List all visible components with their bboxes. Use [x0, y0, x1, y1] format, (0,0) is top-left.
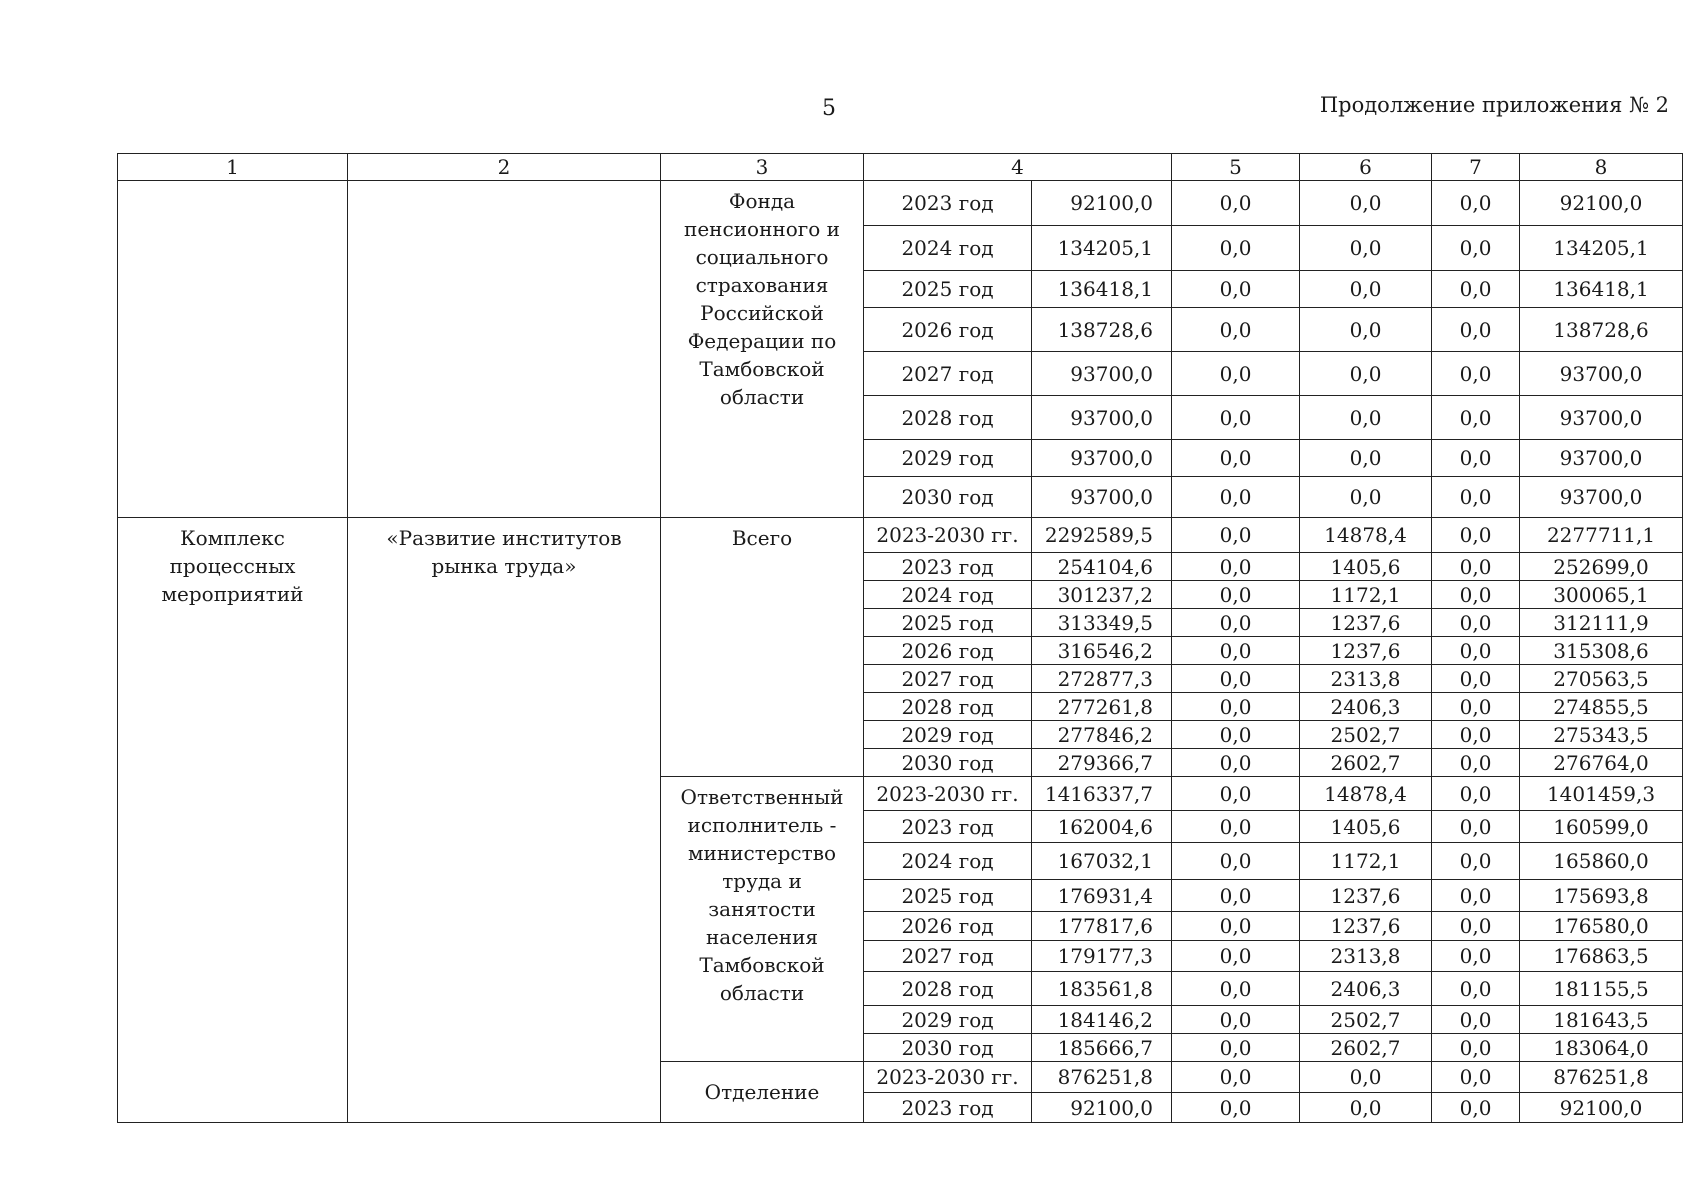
value-cell: 2313,8: [1300, 665, 1432, 693]
period-cell: 2025 год: [864, 609, 1032, 637]
value-cell: 0,0: [1432, 396, 1520, 440]
value-cell: 0,0: [1172, 637, 1300, 665]
value-cell: 0,0: [1172, 477, 1300, 518]
value-cell: 134205,1: [1520, 226, 1683, 271]
value-cell: 176931,4: [1032, 880, 1172, 912]
column-header: 6: [1300, 154, 1432, 181]
period-cell: 2023 год: [864, 553, 1032, 581]
column-header-row: [118, 154, 1683, 181]
value-cell: 0,0: [1300, 308, 1432, 352]
value-cell: 1401459,3: [1520, 777, 1683, 811]
value-cell: 136418,1: [1520, 271, 1683, 308]
value-cell: 315308,6: [1520, 637, 1683, 665]
value-cell: 0,0: [1432, 1034, 1520, 1062]
value-cell: 279366,7: [1032, 749, 1172, 777]
value-cell: 252699,0: [1520, 553, 1683, 581]
table-row: [118, 181, 1683, 226]
value-cell: 276764,0: [1520, 749, 1683, 777]
value-cell: 0,0: [1172, 1062, 1300, 1093]
value-cell: 0,0: [1172, 811, 1300, 843]
section-type-cell: Комплекс процессных мероприятий: [118, 518, 348, 1123]
value-cell: 92100,0: [1032, 1093, 1172, 1123]
value-cell: 876251,8: [1032, 1062, 1172, 1093]
value-cell: 181643,5: [1520, 1006, 1683, 1034]
period-cell: 2025 год: [864, 880, 1032, 912]
value-cell: 0,0: [1172, 843, 1300, 880]
value-cell: 0,0: [1432, 637, 1520, 665]
table-row: [118, 518, 1683, 553]
period-cell: 2027 год: [864, 941, 1032, 972]
value-cell: 92100,0: [1520, 1093, 1683, 1123]
period-cell: 2028 год: [864, 396, 1032, 440]
value-cell: 2602,7: [1300, 749, 1432, 777]
value-cell: 0,0: [1432, 912, 1520, 941]
value-cell: 0,0: [1432, 226, 1520, 271]
value-cell: 2406,3: [1300, 972, 1432, 1006]
value-cell: 316546,2: [1032, 637, 1172, 665]
section-type-cell: [118, 181, 348, 518]
value-cell: 0,0: [1432, 352, 1520, 396]
value-cell: 0,0: [1172, 440, 1300, 477]
value-cell: 277846,2: [1032, 721, 1172, 749]
value-cell: 1172,1: [1300, 843, 1432, 880]
period-cell: 2023 год: [864, 811, 1032, 843]
value-cell: 181155,5: [1520, 972, 1683, 1006]
value-cell: 14878,4: [1300, 777, 1432, 811]
value-cell: 1172,1: [1300, 581, 1432, 609]
value-cell: 1237,6: [1300, 637, 1432, 665]
value-cell: 254104,6: [1032, 553, 1172, 581]
value-cell: 0,0: [1172, 749, 1300, 777]
funding-source-cell: Фонда пенсионного и социального страхования Российской Федерации по Тамбовской области: [661, 181, 864, 518]
value-cell: 0,0: [1432, 777, 1520, 811]
value-cell: 93700,0: [1520, 440, 1683, 477]
value-cell: 2313,8: [1300, 941, 1432, 972]
value-cell: 138728,6: [1032, 308, 1172, 352]
period-cell: 2030 год: [864, 749, 1032, 777]
period-cell: 2029 год: [864, 721, 1032, 749]
period-cell: 2023-2030 гг.: [864, 518, 1032, 553]
value-cell: 876251,8: [1520, 1062, 1683, 1093]
value-cell: 176863,5: [1520, 941, 1683, 972]
value-cell: 0,0: [1300, 396, 1432, 440]
value-cell: 0,0: [1172, 271, 1300, 308]
period-cell: 2023 год: [864, 1093, 1032, 1123]
period-cell: 2024 год: [864, 226, 1032, 271]
value-cell: 160599,0: [1520, 811, 1683, 843]
value-cell: 93700,0: [1520, 352, 1683, 396]
value-cell: 0,0: [1172, 1006, 1300, 1034]
period-cell: 2030 год: [864, 1034, 1032, 1062]
value-cell: 0,0: [1300, 181, 1432, 226]
section-name-cell: [348, 181, 661, 518]
value-cell: 0,0: [1432, 308, 1520, 352]
value-cell: 167032,1: [1032, 843, 1172, 880]
value-cell: 162004,6: [1032, 811, 1172, 843]
period-cell: 2023-2030 гг.: [864, 1062, 1032, 1093]
value-cell: 92100,0: [1520, 181, 1683, 226]
value-cell: 0,0: [1172, 581, 1300, 609]
funding-source-cell: Ответственный исполнитель - министерство труда и занятости населения Тамбовской области: [661, 777, 864, 1062]
value-cell: 300065,1: [1520, 581, 1683, 609]
continuation-label: Продолжение приложения № 2: [1319, 93, 1669, 117]
value-cell: 92100,0: [1032, 181, 1172, 226]
value-cell: 270563,5: [1520, 665, 1683, 693]
value-cell: 0,0: [1172, 721, 1300, 749]
value-cell: 165860,0: [1520, 843, 1683, 880]
value-cell: 1405,6: [1300, 811, 1432, 843]
value-cell: 0,0: [1172, 1034, 1300, 1062]
value-cell: 0,0: [1432, 271, 1520, 308]
period-cell: 2028 год: [864, 972, 1032, 1006]
value-cell: 93700,0: [1032, 352, 1172, 396]
value-cell: 0,0: [1432, 581, 1520, 609]
value-cell: 0,0: [1172, 880, 1300, 912]
value-cell: 0,0: [1432, 477, 1520, 518]
value-cell: 0,0: [1432, 518, 1520, 553]
value-cell: 0,0: [1300, 352, 1432, 396]
value-cell: 93700,0: [1520, 396, 1683, 440]
value-cell: 312111,9: [1520, 609, 1683, 637]
value-cell: 0,0: [1300, 1062, 1432, 1093]
value-cell: 0,0: [1172, 226, 1300, 271]
value-cell: 0,0: [1432, 440, 1520, 477]
value-cell: 185666,7: [1032, 1034, 1172, 1062]
value-cell: 313349,5: [1032, 609, 1172, 637]
value-cell: 93700,0: [1032, 477, 1172, 518]
period-cell: 2023-2030 гг.: [864, 777, 1032, 811]
value-cell: 0,0: [1432, 693, 1520, 721]
value-cell: 0,0: [1172, 308, 1300, 352]
value-cell: 0,0: [1172, 181, 1300, 226]
value-cell: 0,0: [1300, 226, 1432, 271]
budget-table: [117, 153, 1683, 1123]
value-cell: 0,0: [1432, 609, 1520, 637]
value-cell: 0,0: [1172, 518, 1300, 553]
value-cell: 134205,1: [1032, 226, 1172, 271]
value-cell: 0,0: [1432, 811, 1520, 843]
column-header: 5: [1172, 154, 1300, 181]
value-cell: 0,0: [1172, 941, 1300, 972]
value-cell: 0,0: [1432, 880, 1520, 912]
period-cell: 2028 год: [864, 693, 1032, 721]
period-cell: 2030 год: [864, 477, 1032, 518]
value-cell: 93700,0: [1032, 396, 1172, 440]
value-cell: 0,0: [1172, 352, 1300, 396]
value-cell: 0,0: [1300, 271, 1432, 308]
value-cell: 0,0: [1432, 972, 1520, 1006]
value-cell: 0,0: [1172, 1093, 1300, 1123]
value-cell: 0,0: [1432, 941, 1520, 972]
value-cell: 0,0: [1432, 665, 1520, 693]
column-header: 2: [348, 154, 661, 181]
value-cell: 93700,0: [1520, 477, 1683, 518]
column-header: 3: [661, 154, 864, 181]
value-cell: 0,0: [1172, 396, 1300, 440]
section-name-cell: «Развитие институтов рынка труда»: [348, 518, 661, 1123]
value-cell: 275343,5: [1520, 721, 1683, 749]
period-cell: 2026 год: [864, 637, 1032, 665]
funding-source-cell: Отделение: [661, 1062, 864, 1123]
value-cell: 0,0: [1432, 1062, 1520, 1093]
value-cell: 177817,6: [1032, 912, 1172, 941]
value-cell: 176580,0: [1520, 912, 1683, 941]
value-cell: 0,0: [1172, 912, 1300, 941]
value-cell: 175693,8: [1520, 880, 1683, 912]
period-cell: 2026 год: [864, 912, 1032, 941]
value-cell: 2277711,1: [1520, 518, 1683, 553]
period-cell: 2029 год: [864, 440, 1032, 477]
value-cell: 1405,6: [1300, 553, 1432, 581]
value-cell: 2502,7: [1300, 721, 1432, 749]
value-cell: 0,0: [1432, 553, 1520, 581]
value-cell: 2602,7: [1300, 1034, 1432, 1062]
funding-source-cell: Всего: [661, 518, 864, 777]
period-cell: 2024 год: [864, 581, 1032, 609]
value-cell: 2292589,5: [1032, 518, 1172, 553]
value-cell: 274855,5: [1520, 693, 1683, 721]
column-header: 1: [118, 154, 348, 181]
period-cell: 2026 год: [864, 308, 1032, 352]
value-cell: 0,0: [1300, 440, 1432, 477]
value-cell: 301237,2: [1032, 581, 1172, 609]
value-cell: 179177,3: [1032, 941, 1172, 972]
value-cell: 0,0: [1432, 721, 1520, 749]
value-cell: 2502,7: [1300, 1006, 1432, 1034]
value-cell: 1237,6: [1300, 912, 1432, 941]
value-cell: 0,0: [1172, 777, 1300, 811]
period-cell: 2023 год: [864, 181, 1032, 226]
column-header: 7: [1432, 154, 1520, 181]
period-cell: 2029 год: [864, 1006, 1032, 1034]
value-cell: 1237,6: [1300, 609, 1432, 637]
value-cell: 0,0: [1300, 477, 1432, 518]
value-cell: 0,0: [1172, 553, 1300, 581]
value-cell: 136418,1: [1032, 271, 1172, 308]
value-cell: 0,0: [1432, 181, 1520, 226]
value-cell: 0,0: [1432, 1093, 1520, 1123]
value-cell: 0,0: [1172, 972, 1300, 1006]
value-cell: 0,0: [1432, 1006, 1520, 1034]
value-cell: 0,0: [1172, 693, 1300, 721]
value-cell: 0,0: [1432, 843, 1520, 880]
value-cell: 0,0: [1172, 665, 1300, 693]
value-cell: 0,0: [1432, 749, 1520, 777]
period-cell: 2024 год: [864, 843, 1032, 880]
column-header: 4: [864, 154, 1172, 181]
period-cell: 2027 год: [864, 352, 1032, 396]
value-cell: 1416337,7: [1032, 777, 1172, 811]
value-cell: 272877,3: [1032, 665, 1172, 693]
value-cell: 0,0: [1172, 609, 1300, 637]
value-cell: 183561,8: [1032, 972, 1172, 1006]
value-cell: 2406,3: [1300, 693, 1432, 721]
column-header: 8: [1520, 154, 1683, 181]
value-cell: 184146,2: [1032, 1006, 1172, 1034]
value-cell: 138728,6: [1520, 308, 1683, 352]
value-cell: 14878,4: [1300, 518, 1432, 553]
value-cell: 277261,8: [1032, 693, 1172, 721]
period-cell: 2025 год: [864, 271, 1032, 308]
value-cell: 1237,6: [1300, 880, 1432, 912]
value-cell: 93700,0: [1032, 440, 1172, 477]
period-cell: 2027 год: [864, 665, 1032, 693]
value-cell: 0,0: [1300, 1093, 1432, 1123]
value-cell: 183064,0: [1520, 1034, 1683, 1062]
page-number: 5: [822, 96, 836, 121]
